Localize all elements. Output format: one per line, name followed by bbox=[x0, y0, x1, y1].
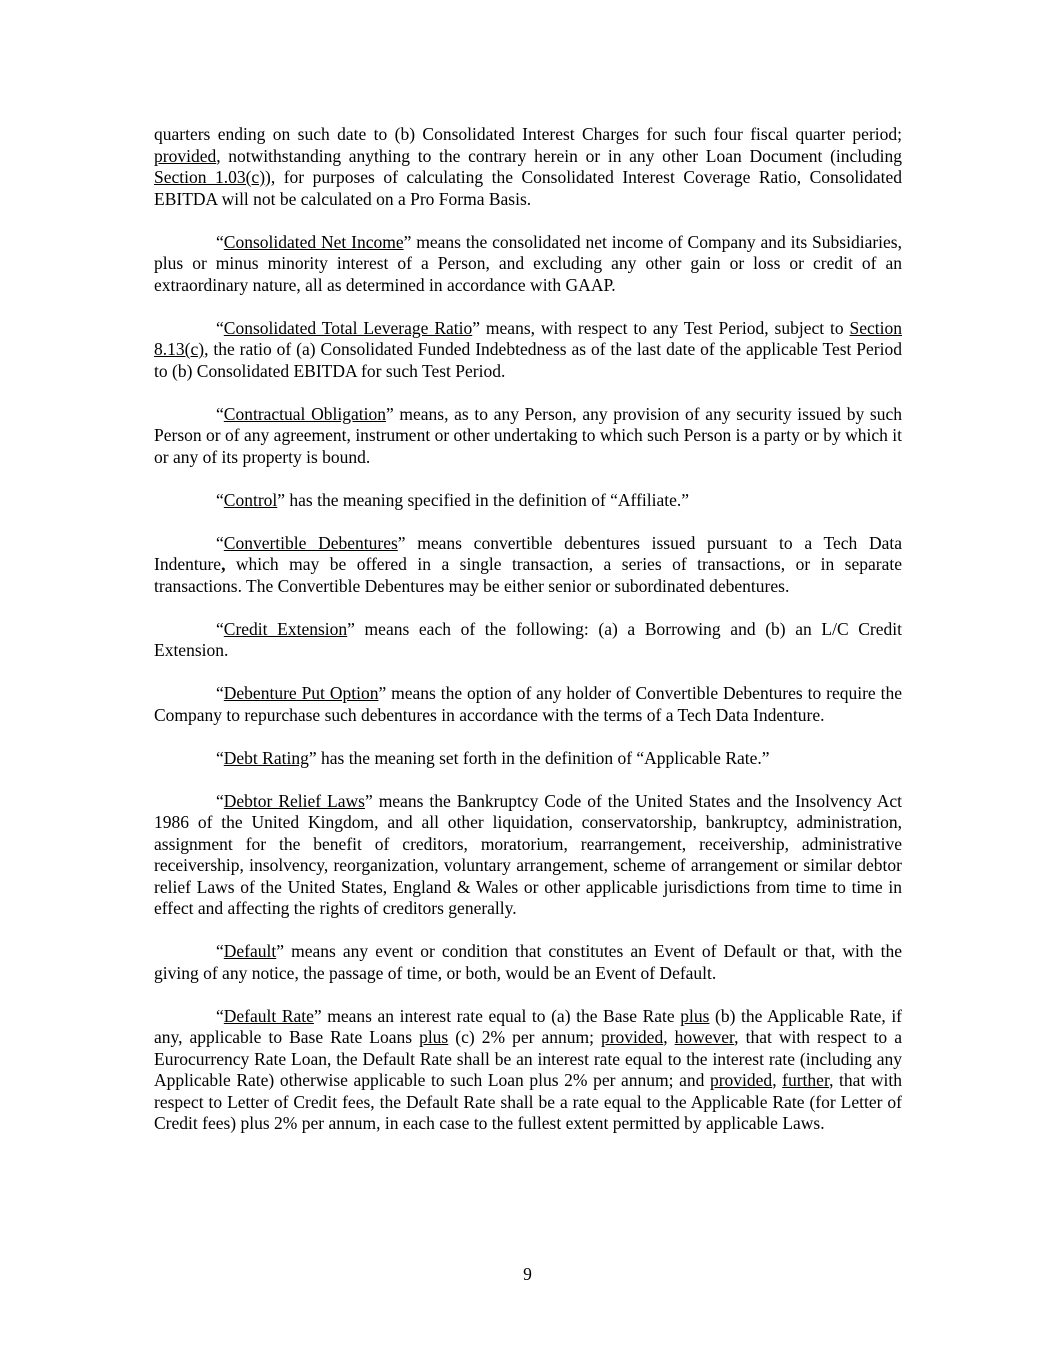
text-segment: “ bbox=[216, 489, 224, 510]
underlined-term: plus bbox=[419, 1027, 449, 1047]
text-segment: “ bbox=[216, 941, 224, 961]
underlined-term: Control bbox=[223, 489, 278, 510]
underlined-term: further bbox=[782, 1070, 830, 1090]
text-segment: ” means the option of any holder of Convertible Debentures to require the Company to repurchase such debentures in accordance with the terms of a Tech Data Indenture. bbox=[154, 683, 902, 725]
underlined-term: however bbox=[674, 1027, 735, 1047]
text-segment: “ bbox=[216, 618, 224, 639]
underlined-term: provided bbox=[709, 1070, 773, 1090]
text-segment: (c) 2% per annum; bbox=[448, 1027, 601, 1047]
text-segment: “ bbox=[216, 532, 224, 553]
text-segment: ” has the meaning specified in the definition of “Affiliate.” bbox=[277, 489, 690, 510]
underlined-term: Consolidated Total Leverage Ratio bbox=[223, 317, 473, 338]
paragraph bbox=[154, 232, 902, 297]
underlined-term: Consolidated Net Income bbox=[223, 231, 404, 252]
text-segment: “ bbox=[216, 683, 224, 703]
text-segment: , notwithstanding anything to the contrary herein or in any other Loan Document (including bbox=[216, 145, 902, 166]
paragraph bbox=[154, 748, 902, 770]
text-segment: , the ratio of (a) Consolidated Funded Indebtedness as of the last date of the applicable Test Period to (b) Consolidated EBITDA for such Test Period. bbox=[154, 339, 902, 381]
underlined-term: Credit Extension bbox=[223, 618, 348, 639]
text-segment: , that with respect to Letter of Credit fees, the Default Rate shall be a rate equal to the Applicable Rate (for Letter of Credit fees) plus 2% per annum, in each case to the fullest extent permitted by applicable Laws. bbox=[154, 1070, 902, 1133]
paragraph bbox=[154, 683, 902, 726]
text-segment: “ bbox=[216, 317, 224, 338]
underlined-term: Contractual Obligation bbox=[223, 403, 386, 424]
underlined-term: Section 1.03(c) bbox=[154, 167, 266, 187]
text-segment: ” means the consolidated net income of Company and its Subsidiaries, plus or minus minority interest of a Person, and excluding any other gain or loss or credit of an extraordinary nature, all as determined in accordance with GAAP. bbox=[154, 231, 902, 295]
text-segment: ” means an interest rate equal to (a) the Base Rate bbox=[313, 1005, 681, 1026]
paragraph bbox=[154, 124, 902, 210]
text-segment: , bbox=[772, 1070, 783, 1090]
text-segment: quarters ending on such date to (b) Consolidated Interest Charges for such four fiscal quarter period; bbox=[154, 124, 902, 144]
underlined-term: plus bbox=[680, 1005, 710, 1026]
text-segment: ” means convertible debentures issued pursuant to a Tech Data Indenture bbox=[154, 532, 902, 574]
paragraph bbox=[154, 490, 902, 512]
text-segment: “ bbox=[216, 747, 224, 768]
paragraph bbox=[154, 941, 902, 984]
underlined-term: provided bbox=[600, 1027, 664, 1047]
paragraph bbox=[154, 318, 902, 383]
text-segment: ” means, with respect to any Test Period, subject to bbox=[472, 317, 850, 338]
text-segment: , bbox=[663, 1027, 675, 1047]
paragraph bbox=[154, 619, 902, 662]
text-segment: ” means the Bankruptcy Code of the United States and the Insolvency Act 1986 of the United Kingdom, and all other liquidation, conservatorship, bankruptcy, administration, assignment for the benefit of creditors, moratorium, rearrangement, receivership, administrative receivership, insolvency, reorganization, voluntary arrangement, scheme of arrangement or similar debtor relief Laws of the United States, England & Wales or other applicable jurisdictions from time to time in effect and affecting the rights of creditors generally. bbox=[154, 790, 903, 918]
paragraph bbox=[154, 533, 902, 598]
text-segment: “ bbox=[216, 231, 224, 252]
text-segment: (b) the Applicable Rate, if any, applicable to Base Rate Loans bbox=[154, 1005, 903, 1047]
text-segment: ” means each of the following: (a) a Borrowing and (b) an L/C Credit Extension. bbox=[154, 618, 902, 660]
paragraph bbox=[154, 404, 902, 469]
text-segment: “ bbox=[216, 1005, 224, 1026]
text-segment: ” means any event or condition that constitutes an Event of Default or that, with the giving of any notice, the passage of time, or both, would be an Event of Default. bbox=[154, 941, 902, 983]
underlined-term: Convertible Debentures bbox=[223, 532, 398, 553]
text-segment: , that with respect to a Eurocurrency Rate Loan, the Default Rate shall be an interest rate equal to the interest rate (including any Applicable Rate) otherwise applicable to such Loan plus 2% per annum; and bbox=[154, 1027, 902, 1090]
underlined-term: Debtor Relief Laws bbox=[223, 790, 365, 811]
paragraph bbox=[154, 791, 902, 920]
text-segment: ), for purposes of calculating the Consolidated Interest Coverage Ratio, Consolidated EBITDA will not be calculated on a Pro Forma Basis. bbox=[154, 167, 902, 209]
page-number: 9 bbox=[523, 1263, 532, 1284]
underlined-term: Debenture Put Option bbox=[223, 683, 379, 703]
text-segment: ” means, as to any Person, any provision of any security issued by such Person or of any agreement, instrument or other undertaking to which such Person is a party or by which it or any of its property is bound. bbox=[154, 403, 902, 467]
underlined-term: Default Rate bbox=[223, 1005, 314, 1026]
document-body bbox=[154, 124, 902, 1156]
underlined-term: Default bbox=[223, 941, 277, 961]
text-segment: ” has the meaning set forth in the definition of “Applicable Rate.” bbox=[308, 747, 770, 768]
underlined-term: Section 8.13(c) bbox=[154, 317, 903, 359]
text-segment: , bbox=[221, 554, 226, 574]
underlined-term: provided bbox=[154, 145, 217, 166]
underlined-term: Debt Rating bbox=[223, 747, 309, 768]
paragraph bbox=[154, 1006, 902, 1135]
text-segment: “ bbox=[216, 403, 224, 424]
text-segment: which may be offered in a single transaction, a series of transactions, or in separate transactions. The Convertible Debentures may be either senior or subordinated debentures. bbox=[154, 554, 902, 596]
text-segment: “ bbox=[216, 790, 224, 811]
